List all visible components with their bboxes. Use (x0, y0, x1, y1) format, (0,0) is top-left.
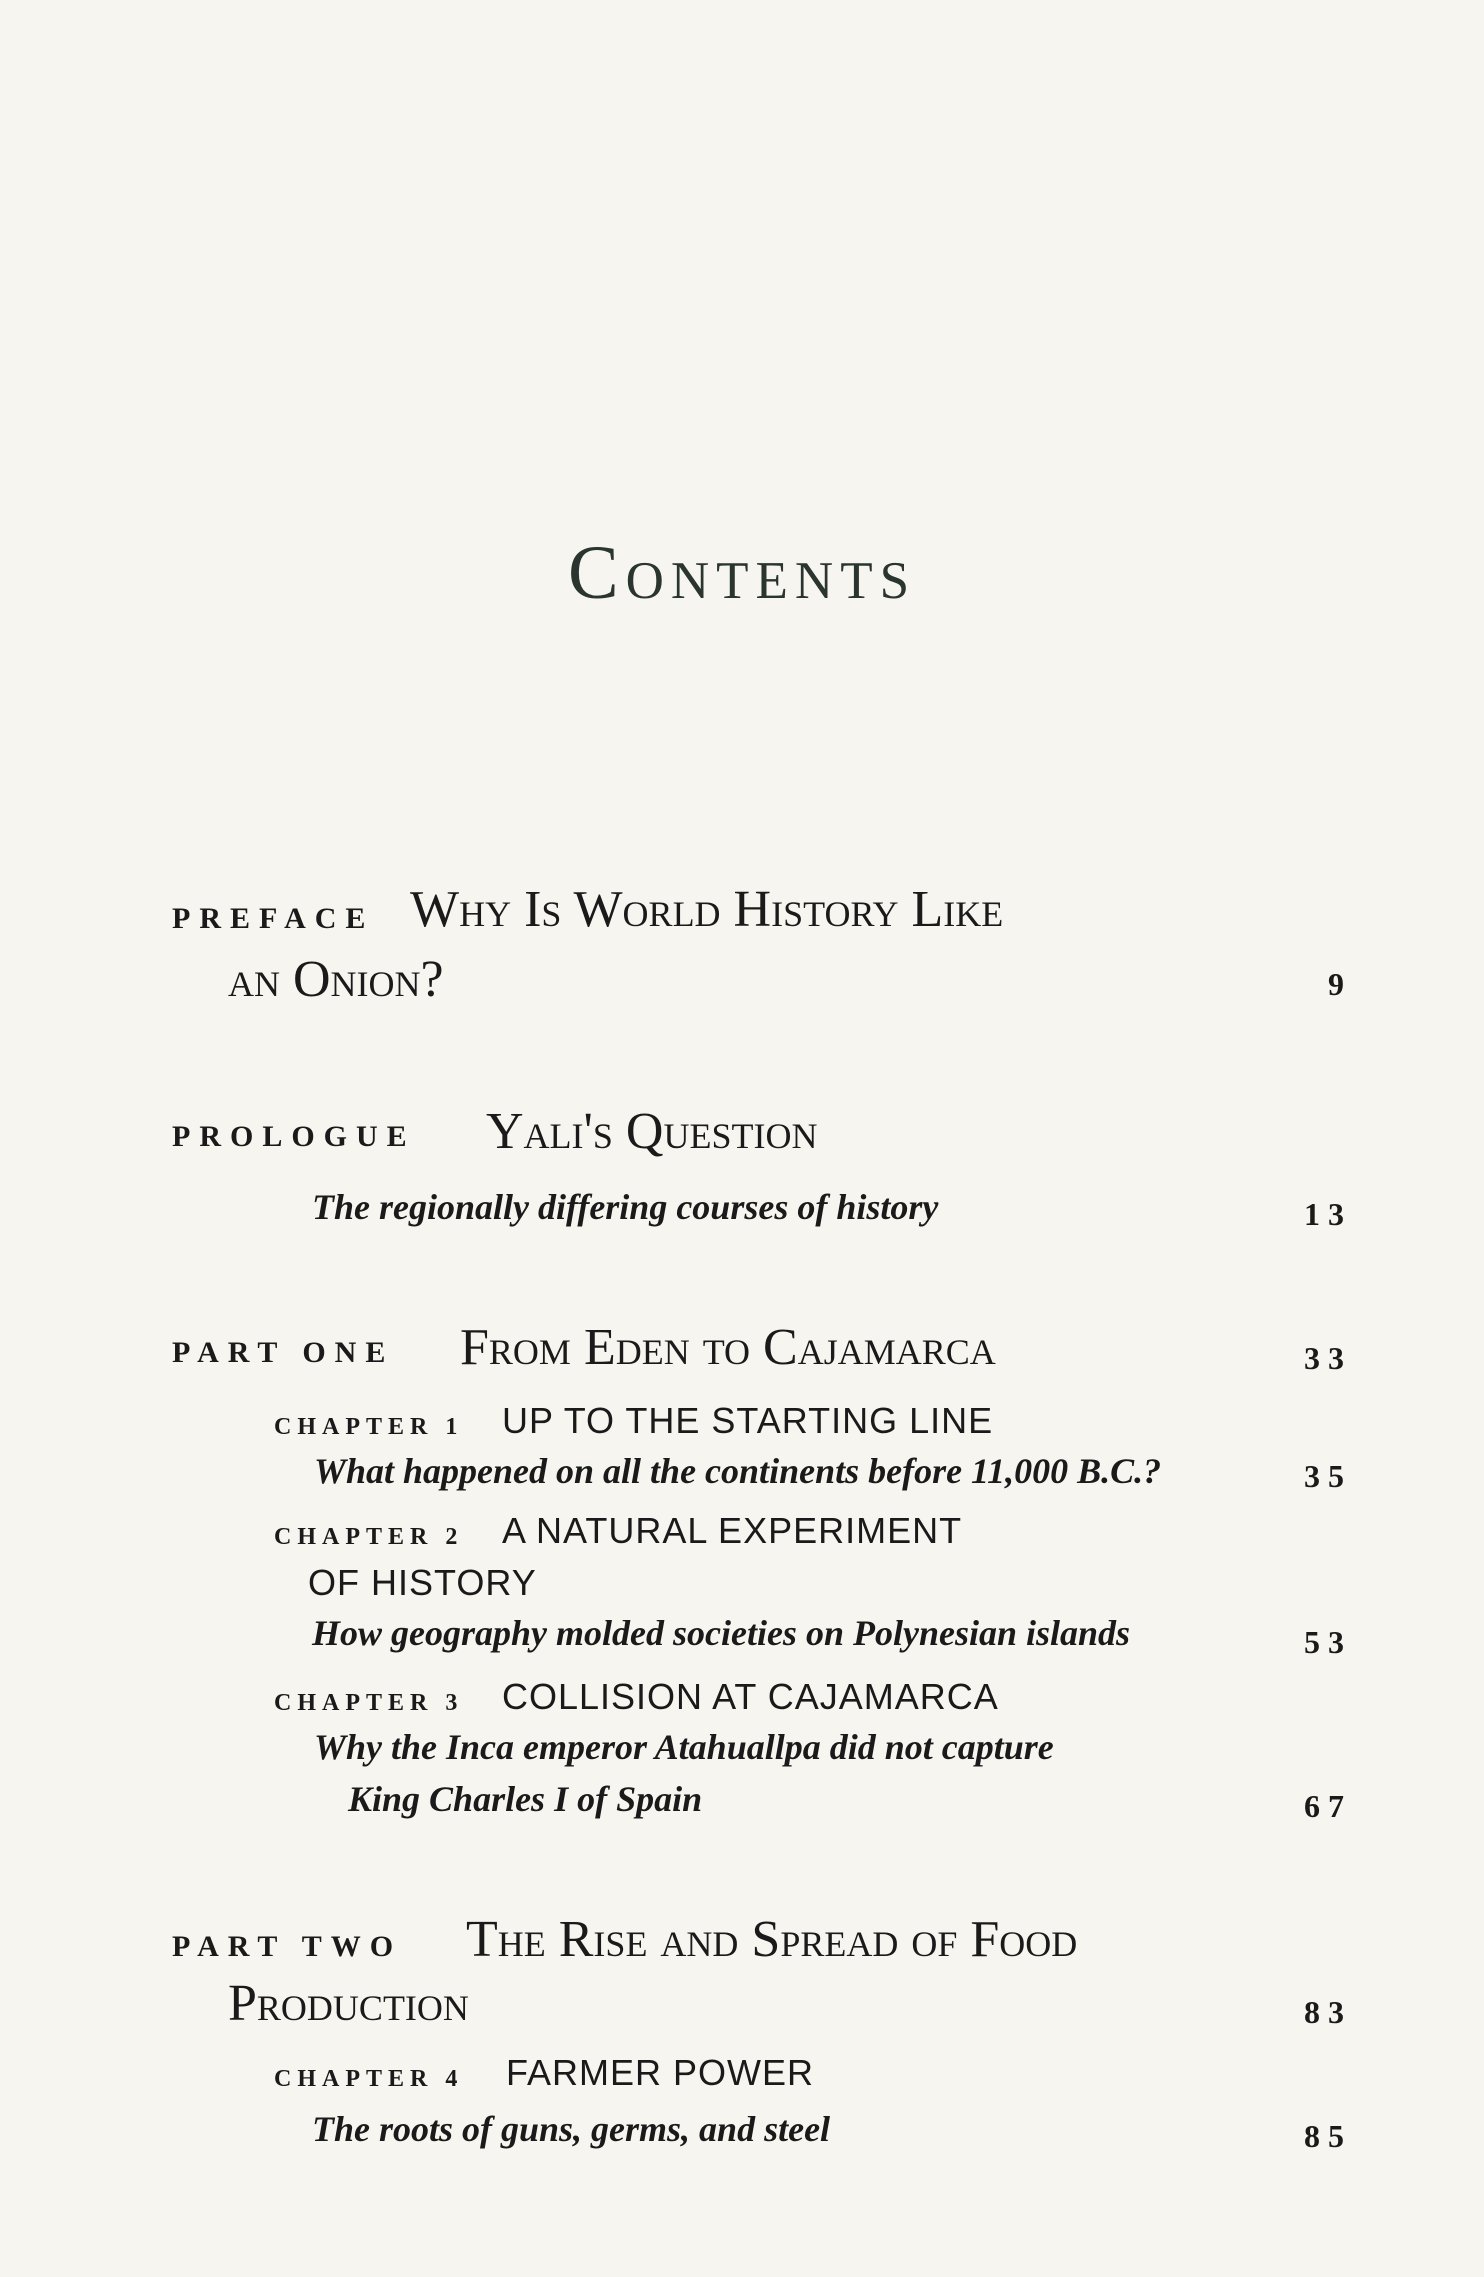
chapter-title: FARMER POWER (506, 2052, 815, 2093)
chapter-label: CHAPTER 2 (274, 1524, 464, 1550)
entry-title: Yali's Question (486, 1103, 818, 1160)
page-number: 53 (1304, 1624, 1352, 1660)
page-number: 83 (1304, 1994, 1352, 2030)
chapter-title-continued: OF HISTORY (308, 1562, 537, 1603)
page-number: 85 (1304, 2118, 1352, 2154)
entry-title-continued: Production (228, 1975, 469, 2032)
page-title: Contents (567, 531, 917, 615)
page-number: 33 (1304, 1340, 1352, 1376)
entry-subtitle: The regionally differing courses of history (312, 1187, 939, 1227)
chapter-title: A NATURAL EXPERIMENT (502, 1510, 963, 1551)
page-number: 9 (1328, 966, 1352, 1002)
page-number: 67 (1304, 1788, 1352, 1824)
page-number: 13 (1304, 1196, 1352, 1232)
chapter-subtitle-continued: King Charles I of Spain (348, 1779, 703, 1819)
chapter-subtitle: The roots of guns, germs, and steel (312, 2109, 831, 2149)
entry-label: PART ONE (172, 1336, 395, 1369)
chapter-subtitle: What happened on all the continents before 11,000 B.C.? (314, 1451, 1162, 1491)
chapter-title: COLLISION AT CAJAMARCA (502, 1676, 999, 1717)
page-number: 35 (1304, 1458, 1352, 1494)
chapter-label: CHAPTER 4 (274, 2066, 464, 2092)
entry-label: PART TWO (172, 1930, 403, 1963)
chapter-label: CHAPTER 3 (274, 1690, 464, 1716)
entry-title: From Eden to Cajamarca (460, 1319, 996, 1376)
chapter-label: CHAPTER 1 (274, 1414, 464, 1440)
entry-title: The Rise and Spread of Food (466, 1911, 1078, 1968)
entry-label: PROLOGUE (172, 1120, 416, 1153)
entry-title: Why Is World History Like (410, 881, 1004, 938)
chapter-title: UP TO THE STARTING LINE (502, 1400, 994, 1441)
chapter-subtitle: How geography molded societies on Polynesian islands (312, 1613, 1131, 1653)
chapter-subtitle: Why the Inca emperor Atahuallpa did not capture (314, 1727, 1054, 1767)
entry-label: PREFACE (172, 902, 375, 935)
entry-title-continued: an Onion? (228, 951, 444, 1008)
